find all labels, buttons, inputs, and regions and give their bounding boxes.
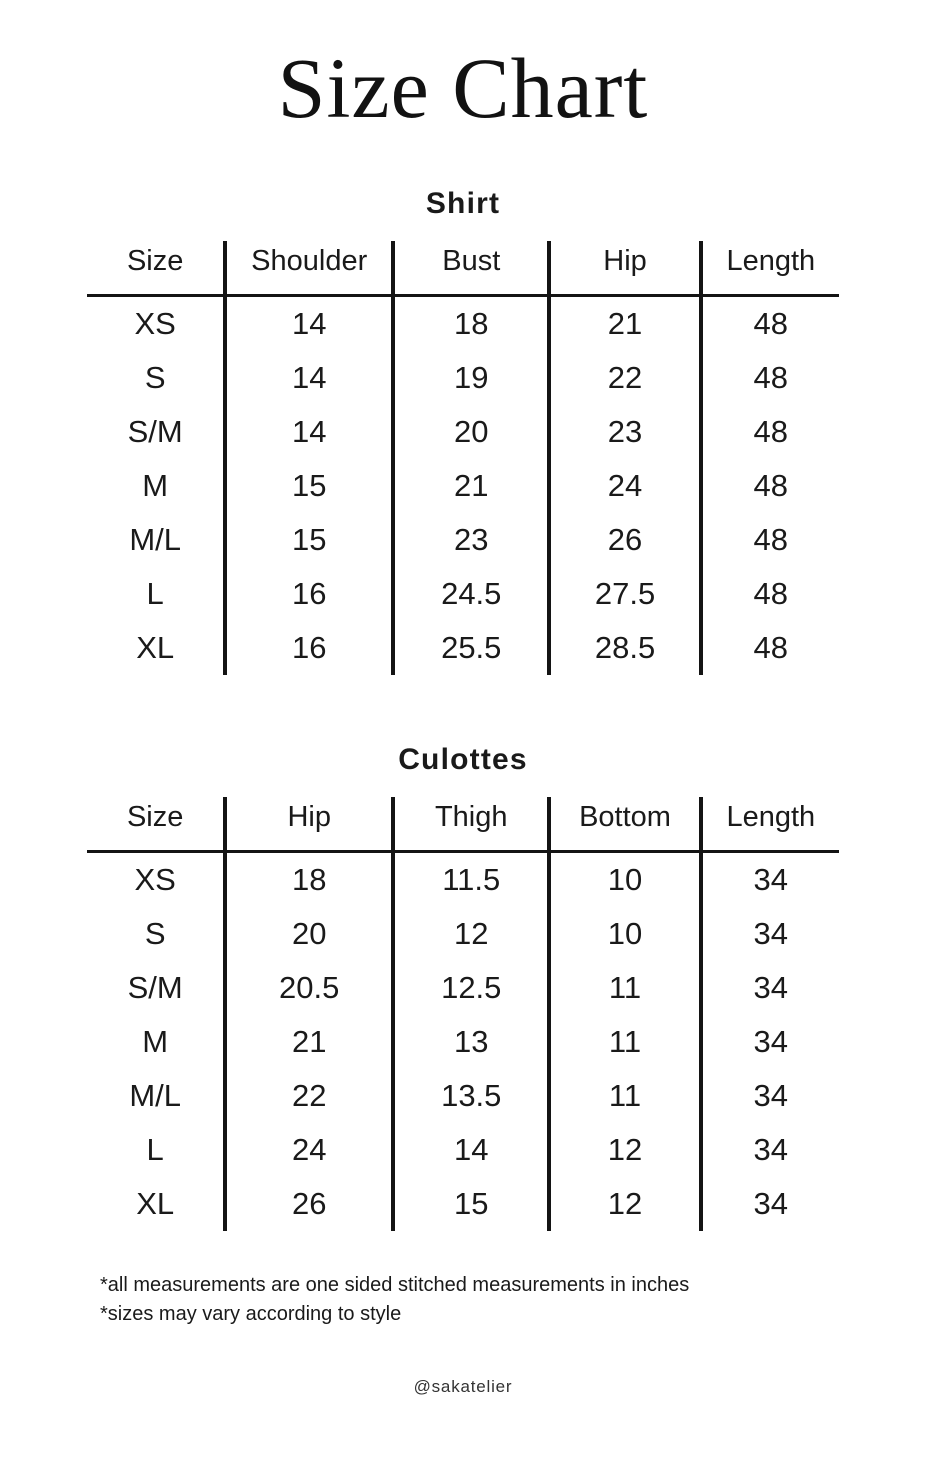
value-cell: 34: [701, 1177, 839, 1231]
value-cell: 11: [549, 1069, 700, 1123]
value-cell: 21: [393, 459, 549, 513]
column-header: Size: [87, 797, 225, 852]
table-row: [87, 851, 839, 907]
footnote-measurements: *all measurements are one sided stitched measurements in inches: [100, 1273, 690, 1296]
column-header: Hip: [225, 797, 393, 852]
table-row: [87, 961, 839, 1015]
table-row: [87, 907, 839, 961]
value-cell: 48: [701, 513, 839, 567]
value-cell: 15: [225, 459, 393, 513]
value-cell: 48: [701, 295, 839, 351]
value-cell: 11: [549, 961, 700, 1015]
value-cell: 13.5: [393, 1069, 549, 1123]
value-cell: 20: [393, 405, 549, 459]
value-cell: 28.5: [549, 621, 700, 675]
value-cell: 14: [225, 295, 393, 351]
size-cell: S: [144, 359, 166, 395]
value-cell: 14: [225, 351, 393, 405]
page-title: Size Chart: [277, 40, 649, 136]
value-cell: 20: [225, 907, 393, 961]
column-header: Size: [87, 241, 225, 296]
value-cell: 23: [549, 405, 700, 459]
value-cell: 23: [393, 513, 549, 567]
size-cell: S: [144, 915, 166, 951]
value-cell: 34: [701, 961, 839, 1015]
value-cell: 34: [701, 1069, 839, 1123]
value-cell: 11.5: [393, 851, 549, 907]
size-cell: XL: [136, 629, 175, 665]
table-row: [87, 459, 839, 513]
shirt-header-row: [87, 241, 839, 296]
value-cell: 24: [549, 459, 700, 513]
value-cell: 10: [549, 907, 700, 961]
column-header: Thigh: [393, 797, 549, 852]
value-cell: 48: [701, 567, 839, 621]
value-cell: 13: [393, 1015, 549, 1069]
value-cell: 18: [393, 295, 549, 351]
value-cell: 34: [701, 1123, 839, 1177]
table-row: [87, 513, 839, 567]
column-header: Length: [701, 797, 839, 852]
table-row: [87, 295, 839, 351]
value-cell: 34: [701, 851, 839, 907]
value-cell: 22: [549, 351, 700, 405]
value-cell: 12: [549, 1123, 700, 1177]
shirt-size-table: [87, 241, 839, 675]
value-cell: 12.5: [393, 961, 549, 1015]
value-cell: 24: [225, 1123, 393, 1177]
value-cell: 25.5: [393, 621, 549, 675]
table-row: [87, 1123, 839, 1177]
value-cell: 15: [393, 1177, 549, 1231]
size-cell: XS: [134, 861, 176, 897]
table-row: [87, 351, 839, 405]
table-row: [87, 621, 839, 675]
size-cell: M: [142, 467, 169, 503]
shirt-section: [0, 187, 926, 675]
value-cell: 14: [225, 405, 393, 459]
table-row: [87, 1015, 839, 1069]
value-cell: 22: [225, 1069, 393, 1123]
size-cell: S/M: [127, 413, 183, 449]
size-cell: L: [146, 575, 164, 611]
value-cell: 48: [701, 351, 839, 405]
value-cell: 48: [701, 405, 839, 459]
value-cell: 21: [225, 1015, 393, 1069]
value-cell: 48: [701, 621, 839, 675]
table-row: [87, 1069, 839, 1123]
footnote-sizes-vary: *sizes may vary according to style: [100, 1302, 402, 1325]
value-cell: 48: [701, 459, 839, 513]
footnotes: [100, 1271, 926, 1329]
size-cell: XS: [134, 305, 176, 341]
value-cell: 34: [701, 1015, 839, 1069]
value-cell: 11: [549, 1015, 700, 1069]
value-cell: 18: [225, 851, 393, 907]
column-header: Length: [701, 241, 839, 296]
value-cell: 27.5: [549, 567, 700, 621]
value-cell: 16: [225, 567, 393, 621]
table-row: [87, 405, 839, 459]
table-row: [87, 567, 839, 621]
value-cell: 14: [393, 1123, 549, 1177]
value-cell: 20.5: [225, 961, 393, 1015]
value-cell: 26: [225, 1177, 393, 1231]
value-cell: 12: [549, 1177, 700, 1231]
value-cell: 15: [225, 513, 393, 567]
value-cell: 10: [549, 851, 700, 907]
value-cell: 21: [549, 295, 700, 351]
value-cell: 34: [701, 907, 839, 961]
culottes-section: [0, 743, 926, 1231]
value-cell: 26: [549, 513, 700, 567]
column-header: Hip: [549, 241, 700, 296]
value-cell: 12: [393, 907, 549, 961]
column-header: Shoulder: [225, 241, 393, 296]
size-cell: M/L: [129, 521, 182, 557]
culottes-section-title: Culottes: [398, 742, 528, 776]
value-cell: 24.5: [393, 567, 549, 621]
social-handle: @sakatelier: [413, 1376, 513, 1396]
value-cell: 19: [393, 351, 549, 405]
column-header: Bottom: [549, 797, 700, 852]
culottes-size-table: [87, 797, 839, 1231]
size-cell: M/L: [129, 1077, 182, 1113]
column-header: Bust: [393, 241, 549, 296]
shirt-section-title: Shirt: [425, 186, 501, 220]
size-cell: XL: [136, 1185, 175, 1221]
size-cell: M: [142, 1023, 169, 1059]
table-row: [87, 1177, 839, 1231]
culottes-header-row: [87, 797, 839, 852]
value-cell: 16: [225, 621, 393, 675]
size-cell: S/M: [127, 969, 183, 1005]
size-cell: L: [146, 1131, 164, 1167]
